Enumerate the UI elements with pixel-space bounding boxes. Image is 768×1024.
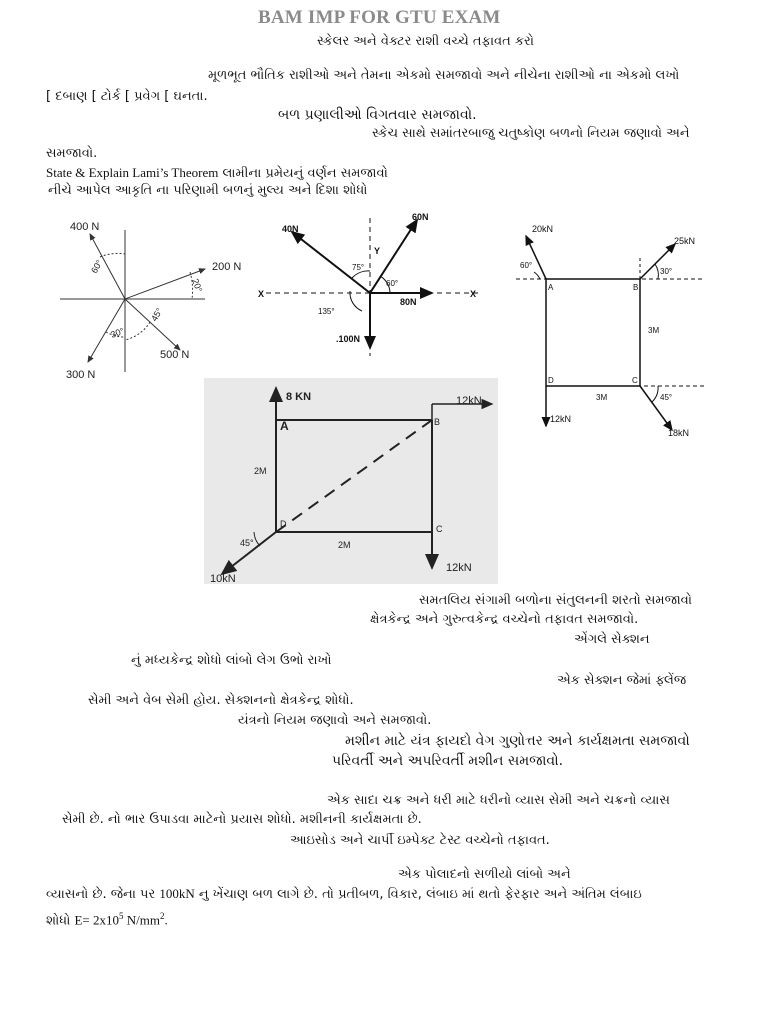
fig2-axis-x-right: X	[470, 289, 477, 299]
question-ma-vr-efficiency: મશીન માટે યંત્ર ફાયદો વેગ ગુણોત્તર અને કાર્યક્ષમતા સમજાવો	[345, 733, 690, 749]
fig2-label-100n: .100N	[336, 334, 361, 344]
fig4-angle-45: 45°	[240, 538, 254, 548]
question-scalar-vector: સ્કેલર અને વેક્ટર રાશી વચ્ચે તફાવત કરો	[317, 34, 534, 49]
question-izod-charpy: આઇસોડ અને ચાર્પી ઇમ્પેક્ટ ટેસ્ટ વચ્ચેનો તફાવત.	[290, 833, 550, 848]
rod-text-b: નુ ખેંચાણ બળ લાગે છે. તો પ્રતીબળ, વિકાર, લંબાઇ માં થતો ફેરફાર અને અંતિમ લંબાઇ	[194, 887, 642, 902]
question-centroid-cg: ક્ષેત્રકેન્દ્ર અને ગુરુત્વકેન્દ્ર વચ્ચેનો તફાવત સમજાવો.	[370, 612, 639, 627]
fig1-label-200n: 200 N	[212, 261, 242, 273]
modulus-unit-exp: 2	[159, 911, 165, 921]
question-flange-section: એક સેક્શન જેમાં ફ્લેંજ	[557, 673, 687, 688]
fig2-label-60n: 60N	[412, 212, 429, 222]
fig3-label-12kn: 12kN	[550, 414, 572, 424]
question-wheel-axle-cont: સેમી છે. નો ભાર ઉપાડવા માટેનો પ્રયાસ શોધો. મશીનની કાર્યક્ષમતા છે.	[62, 812, 422, 827]
figure-axes-forces	[252, 206, 498, 356]
lami-english: State & Explain Lami’s Theorem	[46, 165, 219, 180]
question-parallelogram-law-cont: સમજાવો.	[46, 146, 98, 161]
fig3-dim-vertical: 3M	[648, 326, 660, 335]
fig3-point-a: A	[548, 283, 554, 292]
fig1-label-500n: 500 N	[160, 349, 190, 361]
fig3-angle-30: 30°	[660, 267, 673, 276]
question-steel-rod: એક પોલાદનો સળીયો લાંબો અને	[398, 867, 571, 882]
question-parallelogram-law: સ્કેચ સાથે સમાંતરબાજુ ચતુષ્કોણ બળનો નિયમ જણાવો અને	[372, 126, 690, 141]
fig3-angle-60: 60°	[520, 261, 533, 270]
fig2-label-80n: 80N	[400, 297, 417, 307]
fig4-label-10kn: 10kN	[210, 573, 236, 584]
question-angle-centroid: નું મધ્યકેન્દ્ર શોધો લાંબો લેગ ઉભો રાખો	[131, 653, 332, 668]
figure-rectangle-forces	[204, 378, 498, 584]
fig2-label-40n: 40N	[282, 224, 299, 234]
fig3-point-b: B	[633, 283, 639, 292]
fig4-dim-vertical: 2M	[254, 466, 267, 476]
question-lami	[46, 165, 388, 182]
question-angle-section: એંગલે સેક્શન	[574, 632, 650, 647]
fig2-angle-60: 60°	[386, 279, 399, 288]
fig4-point-c: C	[436, 524, 443, 534]
question-equilibrium: સમતલિય સંગામી બળોના સંતુલનની શરતો સમજાવો	[419, 593, 693, 608]
modulus-unit: N/mm	[123, 912, 160, 928]
fig1-angle-60: 60°	[89, 258, 105, 275]
question-flange-web: સેમી અને વેબ સેમી હોય. સેક્શનનો ક્ષેત્રકેન્દ્ર શોધો.	[88, 693, 354, 708]
modulus-exp: 5	[119, 911, 124, 921]
fig3-point-c: C	[632, 376, 638, 385]
modulus-e: E= 2x10	[74, 912, 119, 928]
fig4-label-12kn-top: 12kN	[456, 395, 482, 407]
fig3-angle-45: 45°	[660, 393, 673, 402]
fig1-angle-20: 20°	[190, 277, 205, 294]
fig4-point-b: B	[434, 417, 441, 427]
fig4-point-a: A	[280, 419, 289, 433]
fig1-angle-30: 30°	[109, 325, 126, 340]
question-modulus	[46, 908, 168, 929]
fig4-label-8kn: 8 KN	[286, 391, 312, 403]
rod-load: 100kN	[159, 886, 195, 901]
fig1-label-300n: 300 N	[66, 369, 96, 381]
fig2-angle-135: 135°	[318, 307, 335, 316]
page-title: BAM IMP FOR GTU EXAM	[258, 7, 501, 28]
lami-gujarati: લામીના પ્રમેયનું વર્ણન સમજાવો	[218, 166, 388, 181]
fig3-label-18kn: 18kN	[668, 428, 690, 438]
fig1-angle-45: 45°	[149, 306, 165, 323]
question-wheel-axle: એક સાદા ચક્ર અને ધરી માટે ધરીનો વ્યાસ સેમી અને ચક્રનો વ્યાસ	[327, 793, 670, 808]
question-machine-law: યંત્રનો નિયમ જણાવો અને સમજાવો.	[238, 713, 432, 728]
fig3-label-25kn: 25kN	[674, 236, 696, 246]
fig2-axis-x-left: X	[258, 289, 265, 299]
question-steel-rod-cont	[46, 886, 642, 903]
fig4-dim-horizontal: 2M	[338, 540, 351, 550]
figure-concurrent-forces	[40, 212, 250, 382]
rod-text-a: વ્યાસનો છે. જેના પર	[46, 887, 160, 902]
question-resultant: નીચે આપેલ આકૃતિ ના પરિણામી બળનું મુલ્ય અને દિશા શોધો	[48, 183, 368, 198]
fig2-angle-75: 75°	[352, 263, 365, 272]
modulus-end: .	[164, 912, 168, 928]
question-units-list: [ દબાણ [ ટોર્ક [ પ્રવેગ [ ઘનતા.	[46, 89, 208, 104]
find-text: શોધો	[46, 913, 75, 929]
fig3-label-20kn: 20kN	[532, 224, 554, 234]
fig3-dim-horizontal: 3M	[596, 393, 608, 402]
question-reversible-machine: પરિવર્તી અને અપરિવર્તી મશીન સમજાવો.	[332, 753, 564, 769]
fig4-point-d: D	[280, 519, 287, 529]
fig4-label-12kn-bottom: 12kN	[446, 562, 472, 574]
question-fundamental-units: મૂળભૂત ભૌતિક રાશીઓ અને તેમના એકમો સમજાવો અને નીચેના રાશીઓ ના એકમો લખો	[208, 68, 680, 83]
fig1-label-400n: 400 N	[70, 221, 100, 233]
figure-square-forces	[510, 220, 715, 440]
fig2-axis-y: Y	[374, 246, 381, 256]
fig3-point-d: D	[548, 376, 554, 385]
question-force-systems: બળ પ્રણાલીઓ વિગતવાર સમજાવો.	[278, 107, 477, 123]
